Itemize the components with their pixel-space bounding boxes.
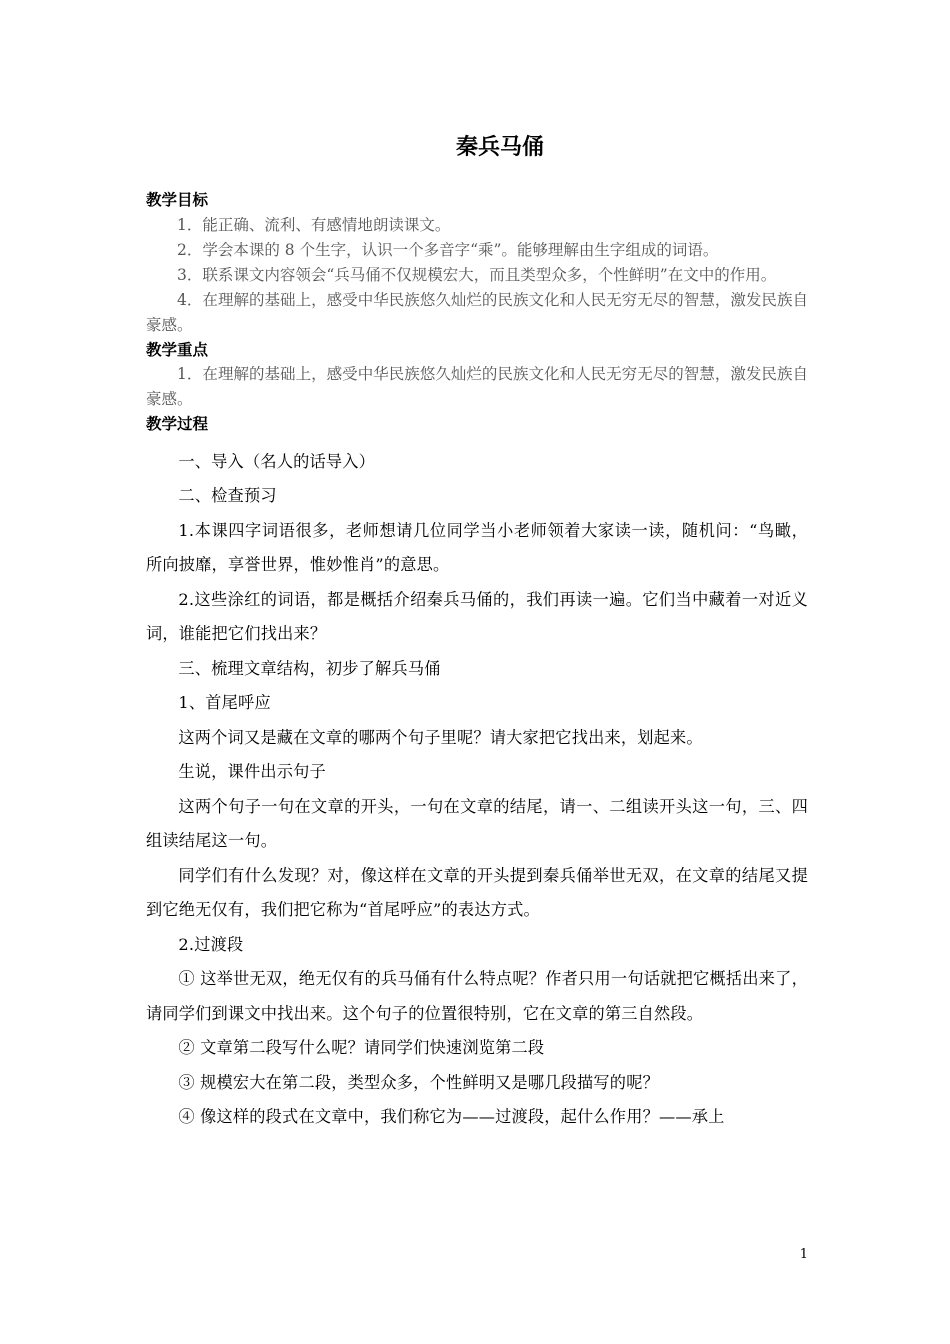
process-paragraph: 一、导入（名人的话导入） xyxy=(178,451,376,471)
process-paragraph: 三、梳理文章结构，初步了解兵马俑 xyxy=(178,658,441,678)
objective-item: 1．能正确、流利、有感情地朗读课文。 xyxy=(177,215,451,234)
process-paragraph: 这两个词又是藏在文章的哪两个句子里呢？请大家把它找出来，划起来。 xyxy=(178,727,703,747)
process-paragraph: 同学们有什么发现？对，像这样在文章的开头提到秦兵俑举世无双，在文章的结尾又提到它绝无仅有，我们把它称为“首尾呼应”的表达方式。 xyxy=(146,865,808,919)
process-paragraph: 1、首尾呼应 xyxy=(178,693,271,712)
process-paragraph: ① 这举世无双，绝无仅有的兵马俑有什么特点呢？作者只用一句话就把它概括出来了，请同学们到课文中找出来。这个句子的位置很特别，它在文章的第三自然段。 xyxy=(146,969,808,1023)
objective-item: 4．在理解的基础上，感受中华民族悠久灿烂的民族文化和人民无穷无尽的智慧，激发民族自豪感。 xyxy=(146,290,808,334)
objective-item: 3．联系课文内容领会“兵马俑不仅规模宏大，而且类型众多，个性鲜明”在文中的作用。 xyxy=(177,265,777,284)
process-paragraph: 2.这些涂红的词语，都是概括介绍秦兵马俑的，我们再读一遍。它们当中藏着一对近义词，谁能把它们找出来？ xyxy=(146,589,808,643)
process-paragraph: ③ 规模宏大在第二段，类型众多，个性鲜明又是哪几段描写的呢？ xyxy=(178,1072,659,1092)
process-paragraph: 2.过渡段 xyxy=(178,934,244,954)
process-paragraph: 二、检查预习 xyxy=(178,486,277,505)
objectives-heading: 教学目标 xyxy=(146,191,209,209)
process-paragraph: ④ 像这样的段式在文章中，我们称它为——过渡段，起什么作用？——承上 xyxy=(178,1107,725,1126)
key-points-heading: 教学重点 xyxy=(146,340,209,359)
page-number: 1 xyxy=(799,1247,808,1262)
process-paragraph: ② 文章第二段写什么呢？请同学们快速浏览第二段 xyxy=(178,1038,545,1057)
process-paragraph: 1.本课四字词语很多，老师想请几位同学当小老师领着大家读一读，随机问：“鸟瞰，所向披靡，享誉世界，惟妙惟肖”的意思。 xyxy=(146,520,808,574)
process-paragraph: 生说，课件出示句子 xyxy=(178,762,326,781)
page-title: 秦兵马俑 xyxy=(455,135,544,160)
process-body xyxy=(146,445,808,1135)
key-point-item: 1．在理解的基础上，感受中华民族悠久灿烂的民族文化和人民无穷无尽的智慧，激发民族自豪感。 xyxy=(146,365,808,408)
document-body xyxy=(146,188,808,1135)
process-heading: 教学过程 xyxy=(146,415,209,433)
process-paragraph: 这两个句子一句在文章的开头，一句在文章的结尾，请一、二组读开头这一句，三、四组读结尾这一句。 xyxy=(146,796,808,850)
objective-item: 2．学会本课的 8 个生字，认识一个多音字“乘”。能够理解由生字组成的词语。 xyxy=(177,240,719,259)
